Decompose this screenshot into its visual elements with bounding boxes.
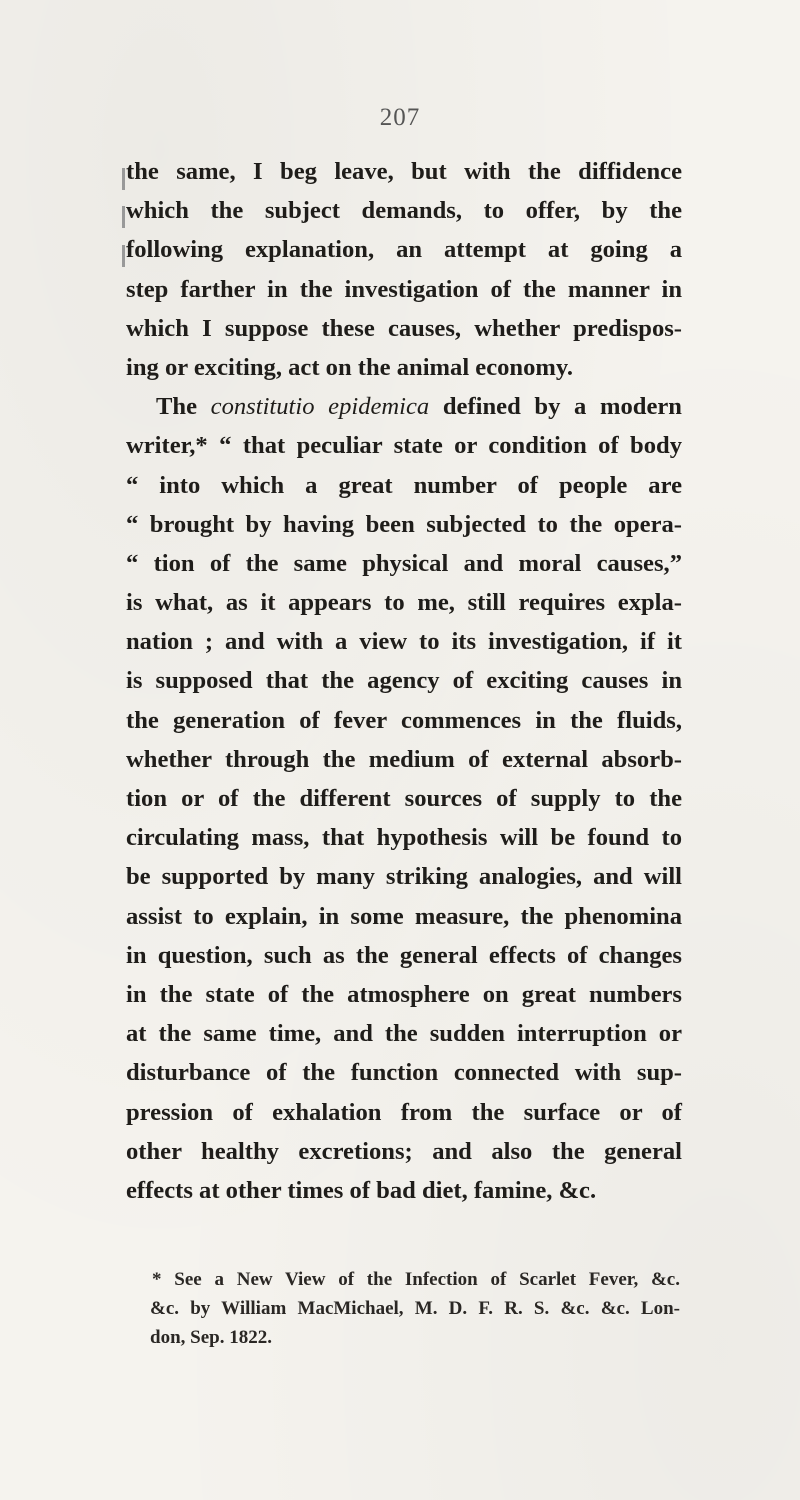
- text-line: the same, I beg leave, but with the diffidence: [126, 158, 682, 185]
- text-line: is what, as it appears to me, still requires expla-: [126, 589, 682, 617]
- text-line: [126, 387, 682, 426]
- text-span: The: [156, 393, 197, 421]
- text-line: writer,* “ that peculiar state or condition of body: [126, 432, 682, 460]
- footnote-line: &c. by William MacMichael, M. D. F. R. S. &c. &c. Lon-: [150, 1298, 680, 1319]
- italic-phrase: constitutio epidemica: [210, 393, 430, 421]
- text-span: defined by a modern: [442, 393, 682, 421]
- text-line: is supposed that the agency of exciting causes in: [126, 667, 682, 695]
- text-line: assist to explain, in some measure, the phenomina: [126, 902, 682, 930]
- text-line: step farther in the investigation of the manner in: [126, 275, 682, 303]
- body-text: [126, 152, 682, 1210]
- text-line: pression of exhalation from the surface or of: [126, 1098, 682, 1126]
- text-line: other healthy excretions; and also the general: [126, 1137, 682, 1165]
- text-line: disturbance of the function connected with sup-: [126, 1059, 682, 1087]
- text-line: “ brought by having been subjected to the opera-: [126, 510, 682, 538]
- margin-mark: [122, 168, 125, 190]
- footnote-line: don, Sep. 1822.: [150, 1327, 272, 1348]
- text-line: following explanation, an attempt at going a: [126, 236, 682, 264]
- text-line: in question, such as the general effects of changes: [126, 941, 682, 969]
- text-line: tion or of the different sources of supply to the: [126, 785, 682, 812]
- text-line: nation ; and with a view to its investigation, if it: [126, 628, 682, 656]
- text-line: in the state of the atmosphere on great numbers: [126, 980, 682, 1008]
- text-line: “ tion of the same physical and moral causes,”: [126, 549, 682, 577]
- margin-mark: [122, 245, 125, 267]
- text-line: which I suppose these causes, whether predispos-: [126, 314, 682, 342]
- text-line: ing or exciting, act on the animal economy.: [126, 353, 573, 381]
- page-number: 207: [379, 104, 421, 131]
- footnote: [150, 1265, 680, 1352]
- footnote-line: * See a New View of the Infection of Scarlet Fever, &c.: [152, 1269, 680, 1290]
- text-line: be supported by many striking analogies, and will: [126, 863, 682, 891]
- text-line: which the subject demands, to offer, by the: [126, 197, 682, 225]
- text-line: circulating mass, that hypothesis will be found to: [126, 824, 682, 852]
- text-line: at the same time, and the sudden interruption or: [126, 1020, 682, 1048]
- text-line: whether through the medium of external absorb-: [126, 745, 682, 773]
- text-line: “ into which a great number of people are: [126, 471, 682, 499]
- text-line: effects at other times of bad diet, famine, &c.: [126, 1176, 597, 1204]
- text-line: the generation of fever commences in the fluids,: [126, 706, 682, 734]
- margin-mark: [122, 206, 125, 228]
